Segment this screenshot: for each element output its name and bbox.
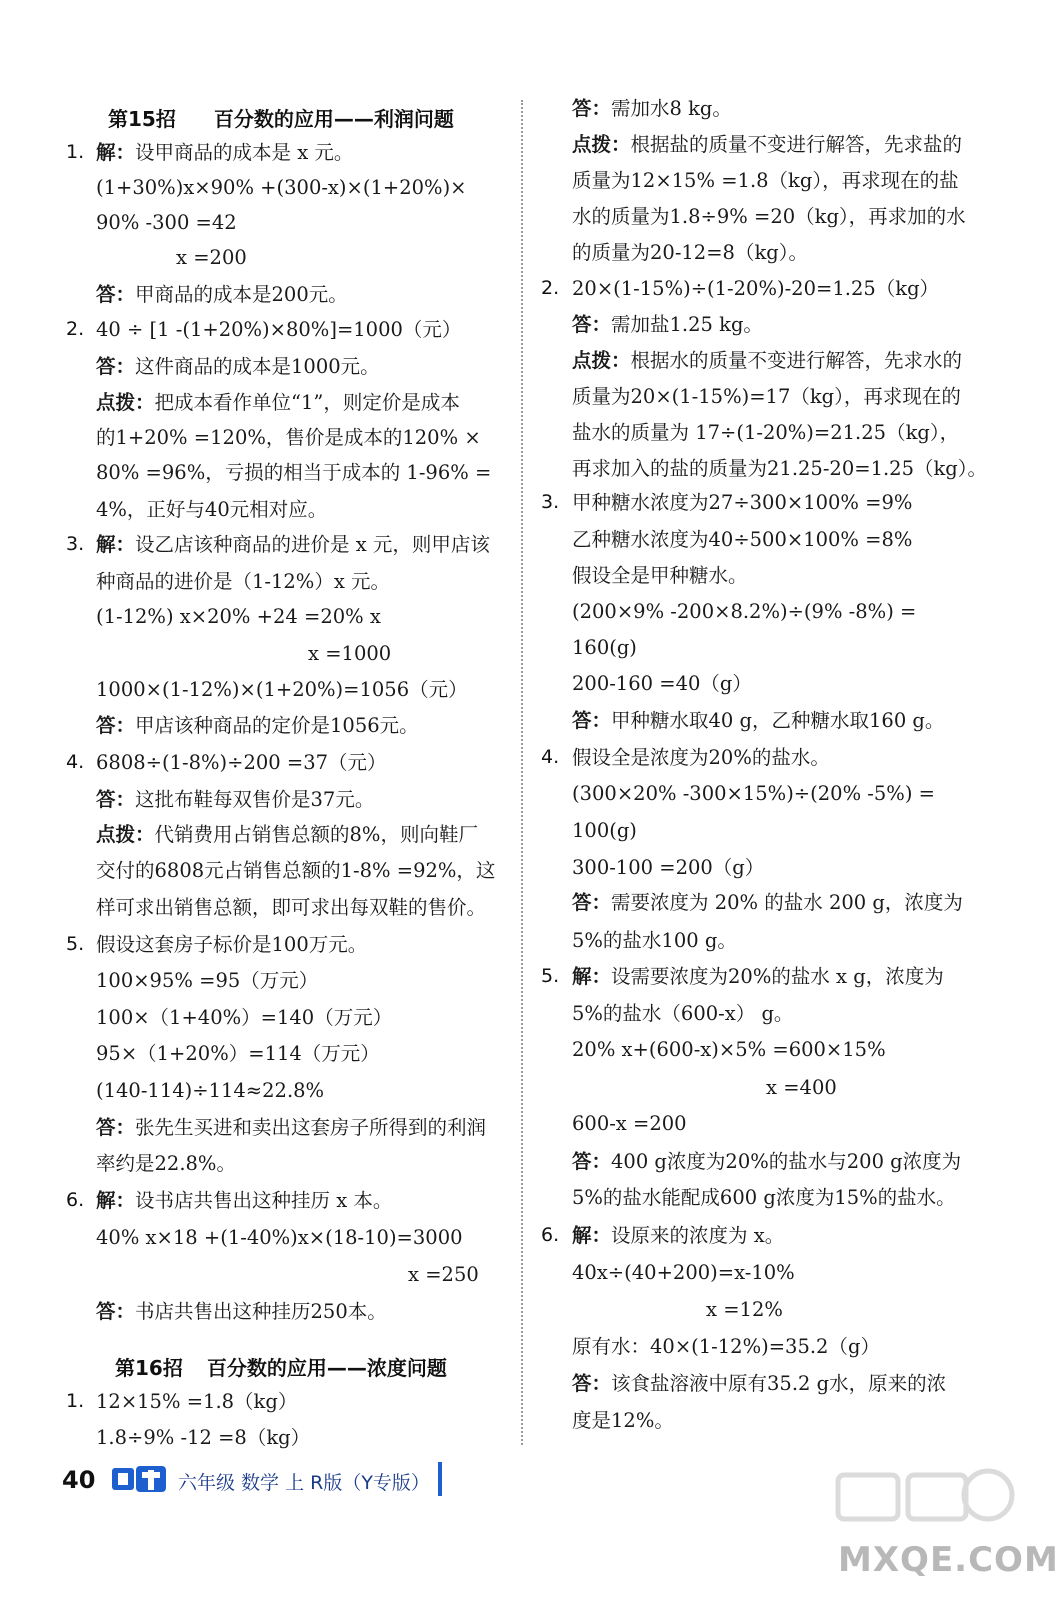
line-text: 100(g) bbox=[572, 819, 637, 842]
text-line bbox=[572, 1149, 961, 1175]
text-line bbox=[572, 168, 959, 194]
line-text: 设原来的浓度为 x。 bbox=[611, 1224, 785, 1247]
line-text: 假设全是浓度为20%的盐水。 bbox=[572, 746, 830, 769]
line-text: 设书店共售出这种挂历 x 本。 bbox=[135, 1189, 393, 1212]
item-number: 1. bbox=[66, 1390, 85, 1412]
line-text: 5%的盐水能配成600 g浓度为15%的盐水。 bbox=[572, 1186, 956, 1209]
text-line bbox=[96, 822, 478, 848]
text-line bbox=[96, 569, 390, 595]
line-text: 40x÷(40+200)=x-10% bbox=[572, 1261, 795, 1284]
line-text: 1.8÷9% -12 =8（kg） bbox=[96, 1426, 311, 1449]
line-text: (300×20% -300×15%)÷(20% -5%) = bbox=[572, 782, 935, 805]
line-text: 20×(1-15%)÷(1-20%)-20=1.25（kg） bbox=[572, 277, 940, 300]
line-prefix: 答： bbox=[572, 97, 612, 120]
text-line bbox=[96, 968, 318, 994]
text-line bbox=[96, 460, 491, 486]
item-number: 4. bbox=[541, 746, 560, 768]
line-prefix: 点拨： bbox=[96, 823, 155, 846]
line-prefix: 解： bbox=[96, 533, 136, 556]
text-line bbox=[572, 490, 912, 516]
section-15-heading bbox=[108, 103, 454, 132]
text-line bbox=[176, 245, 247, 271]
text-line bbox=[572, 563, 748, 589]
line-text: 甲店该种商品的定价是1056元。 bbox=[135, 714, 419, 737]
line-text: 把成本看作单位“1”，则定价是成本 bbox=[154, 391, 460, 414]
line-text: 这件商品的成本是1000元。 bbox=[135, 355, 380, 378]
text-line bbox=[572, 599, 916, 625]
line-text: 的质量为20-12=8（kg）。 bbox=[572, 241, 809, 264]
text-line bbox=[572, 1371, 946, 1397]
line-text: 200-160 =40（g） bbox=[572, 672, 752, 695]
text-line bbox=[96, 1188, 392, 1214]
line-prefix: 解： bbox=[572, 1224, 612, 1247]
text-line bbox=[96, 425, 481, 451]
line-text: 需加水8 kg。 bbox=[611, 97, 732, 120]
item-number: 4. bbox=[66, 751, 85, 773]
line-prefix: 解： bbox=[96, 1189, 136, 1212]
text-line bbox=[706, 1297, 783, 1323]
book-title: 六年级 数学 上 R版（Y专版） bbox=[178, 1472, 430, 1494]
line-text: 水的质量为1.8÷9% =20（kg），再求加的水 bbox=[572, 205, 966, 228]
line-text: 根据水的质量不变进行解答，先求水的 bbox=[630, 349, 963, 372]
line-text: 设甲商品的成本是 x 元。 bbox=[135, 141, 354, 164]
text-line bbox=[572, 276, 939, 302]
line-prefix: 答： bbox=[96, 788, 136, 811]
line-text: 样可求出销售总额，即可求出每双鞋的售价。 bbox=[96, 896, 487, 919]
text-line bbox=[96, 677, 468, 703]
line-text: x =200 bbox=[176, 246, 247, 269]
line-prefix: 点拨： bbox=[572, 349, 631, 372]
text-line bbox=[96, 175, 467, 201]
line-text: 设乙店该种商品的进价是 x 元，则甲店该 bbox=[135, 533, 490, 556]
text-line bbox=[572, 456, 987, 482]
text-line bbox=[572, 1223, 784, 1249]
text-line bbox=[408, 1262, 479, 1288]
line-text: 5%的盐水100 g。 bbox=[572, 929, 737, 952]
line-text: 1000×(1-12%)×(1+20%)=1056（元） bbox=[96, 678, 468, 701]
text-line bbox=[96, 1299, 387, 1325]
line-text: 原有水：40×(1-12%)=35.2（g） bbox=[572, 1335, 880, 1358]
text-line bbox=[572, 312, 763, 338]
line-text: 100×（1+40%）=140（万元） bbox=[96, 1006, 393, 1029]
text-line bbox=[96, 354, 380, 380]
line-text: 160(g) bbox=[572, 636, 637, 659]
text-line bbox=[572, 384, 961, 410]
line-text: 需加盐1.25 kg。 bbox=[611, 313, 763, 336]
line-text: 质量为12×15% =1.8（kg），再求现在的盐 bbox=[572, 169, 959, 192]
text-line bbox=[96, 317, 461, 343]
line-prefix: 答： bbox=[572, 709, 612, 732]
text-line bbox=[572, 781, 935, 807]
text-line bbox=[96, 532, 490, 558]
item-number: 2. bbox=[66, 318, 85, 340]
line-text: 12×15% =1.8（kg） bbox=[96, 1390, 298, 1413]
line-prefix: 答： bbox=[572, 1372, 612, 1395]
text-line bbox=[572, 745, 830, 771]
text-line bbox=[96, 1151, 236, 1177]
text-line bbox=[96, 1115, 486, 1141]
text-line bbox=[96, 858, 495, 884]
text-line bbox=[96, 932, 367, 958]
item-number: 6. bbox=[541, 1224, 560, 1246]
text-line bbox=[96, 1225, 463, 1251]
footer-accent-bar bbox=[438, 1462, 442, 1496]
text-line bbox=[572, 1185, 956, 1211]
line-text: 的1+20% =120%，售价是成本的120% × bbox=[96, 426, 481, 449]
text-line bbox=[572, 96, 732, 122]
line-text: x =250 bbox=[408, 1263, 479, 1286]
line-prefix: 答： bbox=[96, 1116, 136, 1139]
line-text: 4%，正好与40元相对应。 bbox=[96, 498, 328, 521]
line-text: 400 g浓度为20%的盐水与200 g浓度为 bbox=[611, 1150, 962, 1173]
text-line bbox=[572, 132, 962, 158]
line-text: (140-114)÷114≈22.8% bbox=[96, 1079, 325, 1102]
text-line bbox=[96, 140, 353, 166]
line-prefix: 答： bbox=[96, 1300, 136, 1323]
text-line bbox=[572, 420, 959, 446]
text-line bbox=[572, 1260, 795, 1286]
line-text: 40 ÷ [1 -(1+20%)×80%]=1000（元） bbox=[96, 318, 462, 341]
text-line bbox=[572, 818, 637, 844]
text-line bbox=[572, 708, 944, 734]
text-line bbox=[308, 641, 391, 667]
item-number: 1. bbox=[66, 141, 85, 163]
line-text: 40% x×18 +(1-40%)x×(18-10)=3000 bbox=[96, 1226, 463, 1249]
watermark-text: MXQE.COM bbox=[838, 1540, 1059, 1580]
text-line bbox=[572, 204, 966, 230]
line-prefix: 点拨： bbox=[96, 391, 155, 414]
line-text: 书店共售出这种挂历250本。 bbox=[135, 1300, 387, 1323]
text-line bbox=[96, 390, 460, 416]
line-prefix: 解： bbox=[96, 141, 136, 164]
line-text: x =400 bbox=[766, 1076, 837, 1099]
item-number: 5. bbox=[541, 965, 560, 987]
publisher-logo-icon bbox=[110, 1462, 170, 1496]
text-line bbox=[572, 964, 944, 990]
section-16-number: 第16招 bbox=[115, 1356, 183, 1380]
line-text: 20% x+(600-x)×5% =600×15% bbox=[572, 1038, 886, 1061]
text-line bbox=[572, 1111, 687, 1137]
text-line bbox=[572, 671, 752, 697]
line-text: 质量为20×(1-15%)=17（kg），再求现在的 bbox=[572, 385, 961, 408]
line-text: 该食盐溶液中原有35.2 g水，原来的浓 bbox=[611, 1372, 947, 1395]
text-line bbox=[96, 282, 348, 308]
line-prefix: 答： bbox=[96, 283, 136, 306]
text-line bbox=[96, 210, 237, 236]
line-text: 交付的6808元占销售总额的1-8% =92%，这 bbox=[96, 859, 496, 882]
line-text: x =12% bbox=[706, 1298, 783, 1321]
text-line bbox=[572, 240, 808, 266]
text-line bbox=[96, 1425, 310, 1451]
text-line bbox=[96, 1078, 324, 1104]
text-line bbox=[96, 1005, 392, 1031]
item-number: 5. bbox=[66, 933, 85, 955]
text-line bbox=[96, 1041, 380, 1067]
line-text: 假设这套房子标价是100万元。 bbox=[96, 933, 368, 956]
line-text: 种商品的进价是（1-12%）x 元。 bbox=[96, 570, 391, 593]
line-text: 根据盐的质量不变进行解答，先求盐的 bbox=[630, 133, 963, 156]
line-text: 甲种糖水取40 g，乙种糖水取160 g。 bbox=[611, 709, 945, 732]
text-line bbox=[572, 928, 737, 954]
item-number: 2. bbox=[541, 277, 560, 299]
section-15-number: 第15招 bbox=[108, 107, 176, 131]
text-line bbox=[572, 1001, 793, 1027]
text-line bbox=[572, 855, 764, 881]
line-text: x =1000 bbox=[308, 642, 392, 665]
line-prefix: 解： bbox=[572, 965, 612, 988]
line-text: 乙种糖水浓度为40÷500×100% =8% bbox=[572, 528, 913, 551]
text-line bbox=[96, 497, 327, 523]
text-line bbox=[572, 1334, 880, 1360]
line-text: 6808÷(1-8%)÷200 =37（元） bbox=[96, 751, 387, 774]
line-text: 这批布鞋每双售价是37元。 bbox=[135, 788, 375, 811]
line-prefix: 答： bbox=[572, 891, 612, 914]
line-text: 80% =96%，亏损的相当于成本的 1-96% = bbox=[96, 461, 492, 484]
line-text: 甲商品的成本是200元。 bbox=[135, 283, 348, 306]
line-text: 代销费用占销售总额的8%，则向鞋厂 bbox=[154, 823, 478, 846]
line-text: 设需要浓度为20%的盐水 x g，浓度为 bbox=[611, 965, 944, 988]
line-text: 甲种糖水浓度为27÷300×100% =9% bbox=[572, 491, 913, 514]
line-text: 95×（1+20%）=114（万元） bbox=[96, 1042, 380, 1065]
text-line bbox=[572, 527, 912, 553]
item-number: 3. bbox=[541, 491, 560, 513]
line-prefix: 答： bbox=[572, 313, 612, 336]
line-prefix: 答： bbox=[96, 714, 136, 737]
text-line bbox=[96, 750, 387, 776]
text-line bbox=[572, 635, 637, 661]
section-16-title: 百分数的应用——浓度问题 bbox=[206, 1356, 447, 1380]
item-number: 3. bbox=[66, 533, 85, 555]
text-line bbox=[96, 604, 381, 630]
text-line bbox=[96, 895, 486, 921]
line-text: 90% -300 =42 bbox=[96, 211, 237, 234]
line-text: (1+30%)x×90% +(300-x)×(1+20%)× bbox=[96, 176, 467, 199]
text-line bbox=[572, 890, 963, 916]
text-line bbox=[766, 1075, 837, 1101]
section-16-heading bbox=[115, 1352, 447, 1381]
line-text: 需要浓度为 20% 的盐水 200 g，浓度为 bbox=[611, 891, 963, 914]
line-text: 率约是22.8%。 bbox=[96, 1152, 236, 1175]
text-line bbox=[572, 1408, 674, 1434]
line-text: 300-100 =200（g） bbox=[572, 856, 765, 879]
line-text: (1-12%) x×20% +24 =20% x bbox=[96, 605, 381, 628]
line-text: 100×95% =95（万元） bbox=[96, 969, 319, 992]
page-number: 40 bbox=[62, 1466, 96, 1494]
line-text: 盐水的质量为 17÷(1-20%)=21.25（kg）， bbox=[572, 421, 960, 444]
text-line bbox=[96, 1389, 297, 1415]
line-text: 600-x =200 bbox=[572, 1112, 687, 1135]
line-text: 5%的盐水（600-x） g。 bbox=[572, 1002, 794, 1025]
line-text: 度是12%。 bbox=[572, 1409, 674, 1432]
item-number: 6. bbox=[66, 1189, 85, 1211]
line-prefix: 点拨： bbox=[572, 133, 631, 156]
line-prefix: 答： bbox=[572, 1150, 612, 1173]
text-line bbox=[96, 787, 374, 813]
text-line bbox=[572, 1037, 886, 1063]
line-prefix: 答： bbox=[96, 355, 136, 378]
section-15-title: 百分数的应用——利润问题 bbox=[213, 107, 454, 131]
line-text: 假设全是甲种糖水。 bbox=[572, 564, 748, 587]
line-text: 再求加入的盐的质量为21.25-20=1.25（kg）。 bbox=[572, 457, 988, 480]
text-line bbox=[96, 713, 419, 739]
line-text: 张先生买进和卖出这套房子所得到的利润 bbox=[135, 1116, 487, 1139]
line-text: (200×9% -200×8.2%)÷(9% -8%) = bbox=[572, 600, 917, 623]
text-line bbox=[572, 348, 962, 374]
column-divider bbox=[521, 100, 523, 1445]
